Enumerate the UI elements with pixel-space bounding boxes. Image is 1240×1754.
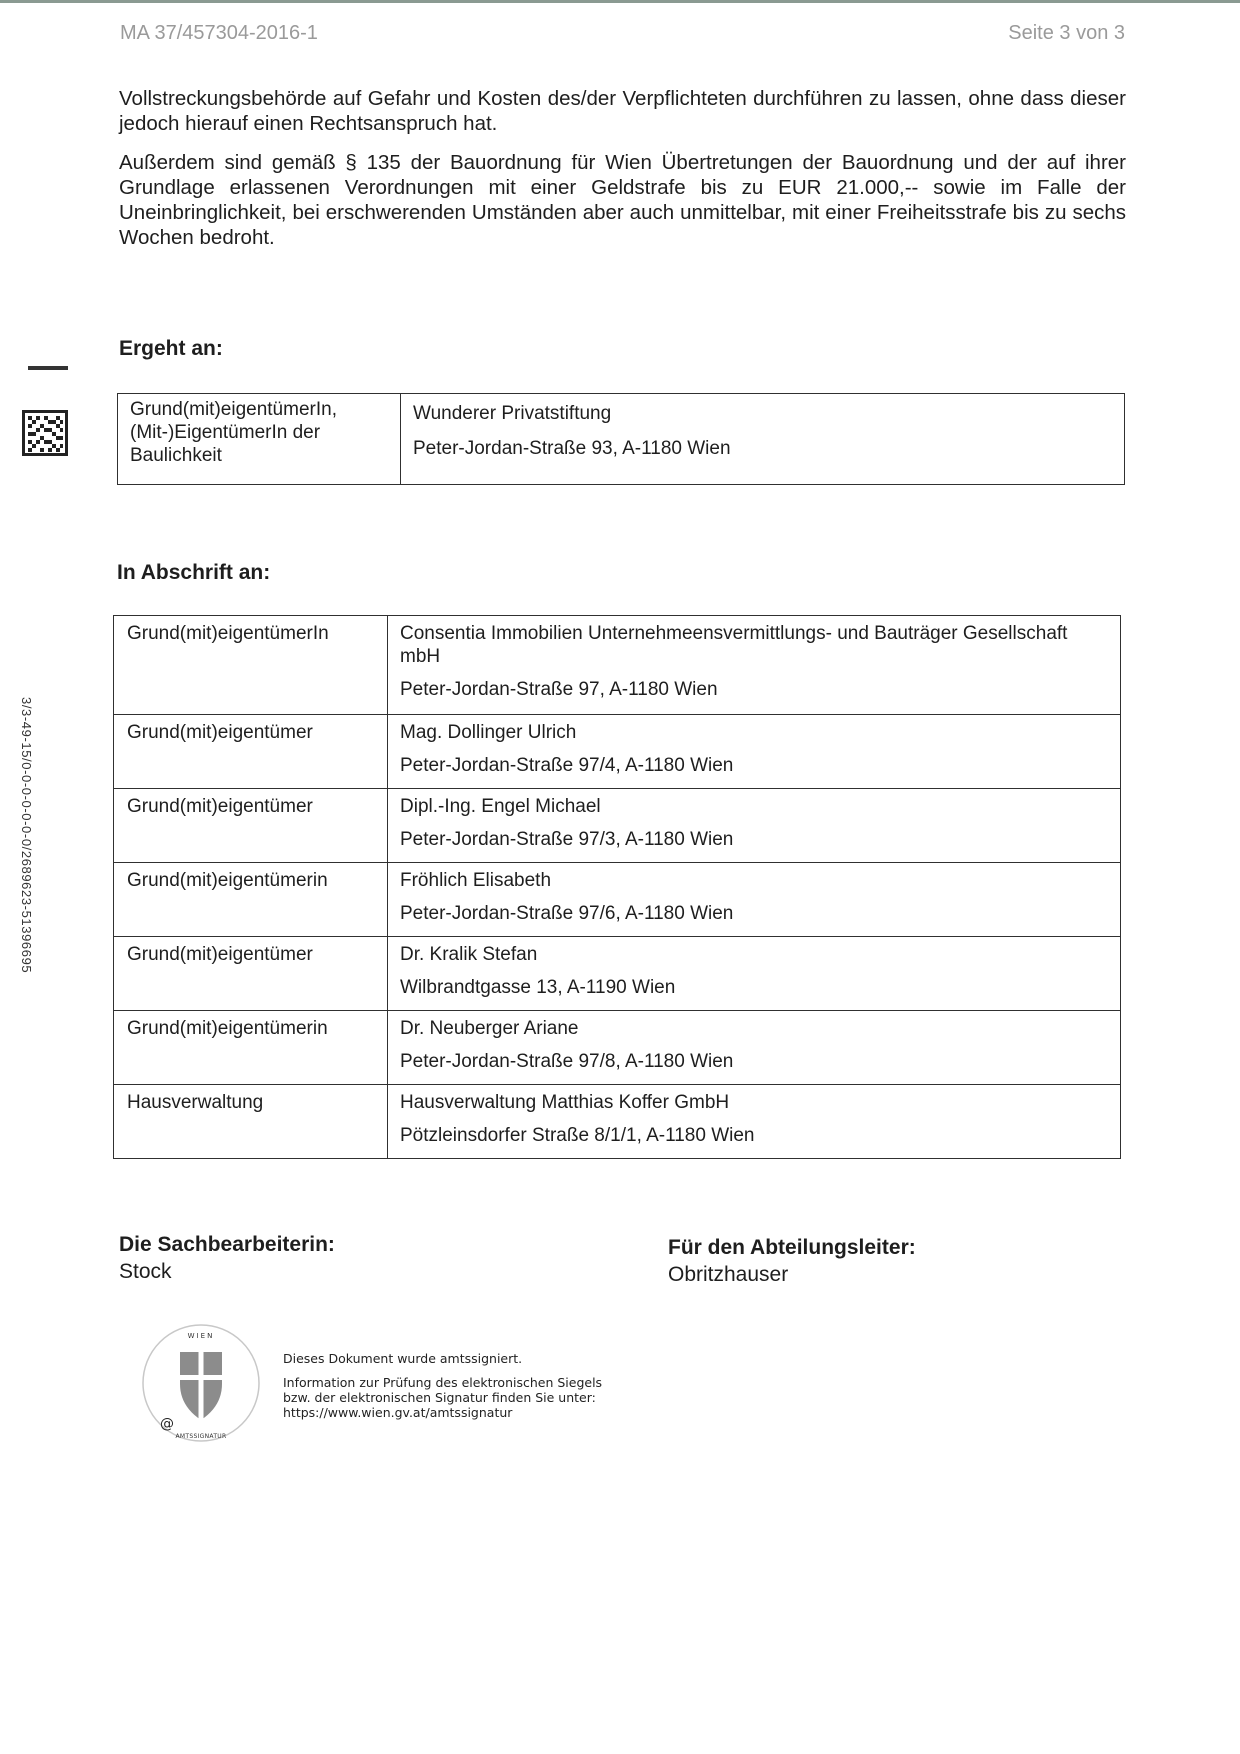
recipient-cell	[388, 616, 1121, 715]
clerk-name: Stock	[119, 1260, 172, 1283]
margin-mark	[28, 366, 68, 370]
recipient-role: Grund(mit)eigentümerin	[114, 1011, 388, 1085]
recipient-role: Grund(mit)eigentümer	[114, 715, 388, 789]
signature-notice-line-2: Information zur Prüfung des elektronischen Siegels	[283, 1375, 603, 1390]
recipient-role: Grund(mit)eigentümerIn	[114, 616, 388, 715]
recipient-name: Dr. Kralik Stefan	[400, 944, 538, 965]
scan-top-edge	[0, 0, 1240, 3]
document-reference: MA 37/457304-2016-1	[120, 22, 318, 44]
recipient-cell	[401, 394, 1125, 485]
recipient-cell	[388, 1085, 1121, 1159]
clerk-title: Die Sachbearbeiterin:	[119, 1233, 335, 1256]
body-paragraph-2: Außerdem sind gemäß § 135 der Bauordnung für Wien Übertretungen der Bauordnung und der auf ihrer Grundlage erlassenen Verordnungen mit einer Geldstrafe bis zu EUR 21.000,-- sowie im Falle der Uneinbringlichkeit, bei erschwerenden Umständen aber auch unmittelbar, mit einer Freiheitsstrafe bis zu sechs Wochen bedroht.	[119, 151, 1126, 249]
recipient-cell	[388, 1011, 1121, 1085]
seal-bottom-text: AMTSSIGNATUR	[175, 1433, 227, 1440]
signature-notice-url[interactable]: https://www.wien.gv.at/amtssignatur	[283, 1405, 513, 1420]
recipient-role: Hausverwaltung	[114, 1085, 388, 1159]
table-row	[114, 616, 1121, 715]
table-row	[114, 937, 1121, 1011]
recipient-address: Peter-Jordan-Straße 97/3, A-1180 Wien	[400, 829, 734, 850]
recipient-name: Mag. Dollinger Ulrich	[400, 722, 577, 743]
recipient-address: Peter-Jordan-Straße 93, A-1180 Wien	[413, 438, 731, 459]
recipient-name: Dipl.-Ing. Engel Michael	[400, 796, 601, 817]
signature-notice-line-1: Dieses Dokument wurde amtssigniert.	[283, 1351, 523, 1366]
recipient-role: Grund(mit)eigentümerin	[114, 863, 388, 937]
recipient-address: Wilbrandtgasse 13, A-1190 Wien	[400, 977, 676, 998]
recipient-address: Peter-Jordan-Straße 97/4, A-1180 Wien	[400, 755, 734, 776]
table-row	[114, 1085, 1121, 1159]
recipient-name: Consentia Immobilien Unternehmeensvermittlungs- und Bauträger Gesellschaft mbH	[400, 623, 1068, 667]
ergeht-an-title: Ergeht an:	[119, 337, 223, 360]
body-paragraph-1: Vollstreckungsbehörde auf Gefahr und Kosten des/der Verpflichteten durchführen zu lassen, ohne dass dieser jedoch hierauf einen Rechtsanspruch hat.	[119, 87, 1126, 135]
recipient-name: Wunderer Privatstiftung	[413, 403, 612, 424]
table-row	[118, 394, 1125, 485]
recipient-address: Peter-Jordan-Straße 97/8, A-1180 Wien	[400, 1051, 734, 1072]
seal-top-text: WIEN	[187, 1332, 215, 1340]
table-row	[114, 789, 1121, 863]
recipient-name: Dr. Neuberger Ariane	[400, 1018, 579, 1039]
seal-at-symbol: @	[160, 1416, 174, 1432]
recipient-role: Grund(mit)eigentümer	[114, 937, 388, 1011]
signature-notice	[283, 1351, 602, 1420]
recipient-address: Peter-Jordan-Straße 97, A-1180 Wien	[400, 679, 718, 700]
official-seal	[140, 1322, 262, 1444]
recipient-name: Hausverwaltung Matthias Koffer GmbH	[400, 1092, 730, 1113]
recipient-cell	[388, 715, 1121, 789]
side-margin-code: 3/3-49-15/0-0-0-0-0-0-0/2689623-51396695	[19, 697, 34, 974]
in-abschrift-an-title: In Abschrift an:	[117, 561, 271, 584]
ergeht-an-table	[117, 393, 1125, 485]
department-head-title: Für den Abteilungsleiter:	[668, 1236, 916, 1259]
in-abschrift-an-table	[113, 615, 1121, 1159]
recipient-cell	[388, 937, 1121, 1011]
table-row	[114, 1011, 1121, 1085]
recipient-address: Peter-Jordan-Straße 97/6, A-1180 Wien	[400, 903, 734, 924]
recipient-role: Grund(mit)eigentümerIn, (Mit-)EigentümerIn der Baulichkeit	[118, 394, 401, 485]
recipient-cell	[388, 863, 1121, 937]
signature-notice-line-3: bzw. der elektronischen Signatur finden Sie unter:	[283, 1390, 596, 1405]
table-row	[114, 715, 1121, 789]
recipient-address: Pötzleinsdorfer Straße 8/1/1, A-1180 Wien	[400, 1125, 755, 1146]
recipient-role: Grund(mit)eigentümer	[114, 789, 388, 863]
recipient-cell	[388, 789, 1121, 863]
barcode-icon	[22, 410, 68, 456]
page-number: Seite 3 von 3	[1008, 22, 1125, 44]
recipient-name: Fröhlich Elisabeth	[400, 870, 552, 891]
department-head-name: Obritzhauser	[668, 1263, 789, 1286]
table-row	[114, 863, 1121, 937]
